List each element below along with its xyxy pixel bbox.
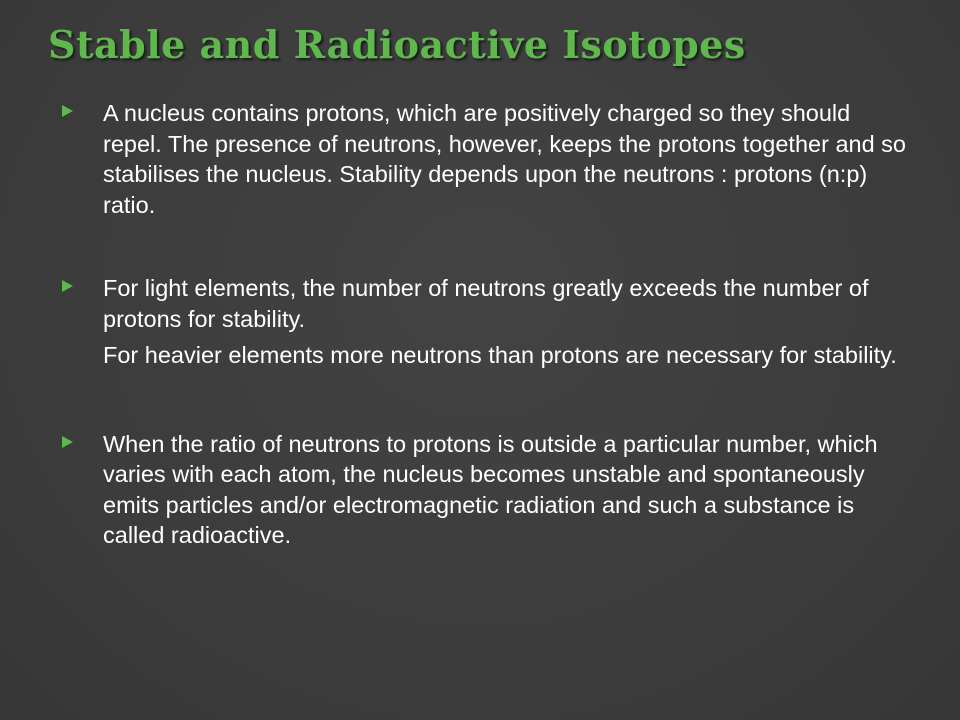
paragraph-text: For light elements, the number of neutrons greatly exceeds the number of protons for stability. bbox=[103, 275, 869, 332]
paragraph-text: When the ratio of neutrons to protons is outside a particular number, which varies with each atom, the nucleus becomes unstable and spontaneously emits particles and/or electromagnetic radiation and such a substance is called radioactive. bbox=[103, 430, 878, 548]
continuation-paragraph bbox=[62, 340, 912, 371]
paragraph-text: For heavier elements more neutrons than protons are necessary for stability. bbox=[103, 342, 897, 368]
right-pointer-triangle-icon bbox=[62, 105, 73, 117]
right-pointer-triangle-icon bbox=[62, 436, 73, 448]
right-pointer-triangle-icon bbox=[62, 280, 73, 292]
paragraph-text: A nucleus contains protons, which are positively charged so they should repel. The presence of neutrons, however, keeps the protons together and so stabilises the nucleus. Stability depends upon the neutrons : protons (n:p) ratio. bbox=[103, 100, 907, 218]
bullet-paragraph-1 bbox=[62, 98, 912, 220]
bullet-paragraph-3 bbox=[62, 429, 912, 551]
bullet-paragraph-2 bbox=[62, 273, 912, 334]
slide-body bbox=[62, 98, 912, 551]
slide-title: Stable and Radioactive Isotopes bbox=[48, 22, 746, 67]
